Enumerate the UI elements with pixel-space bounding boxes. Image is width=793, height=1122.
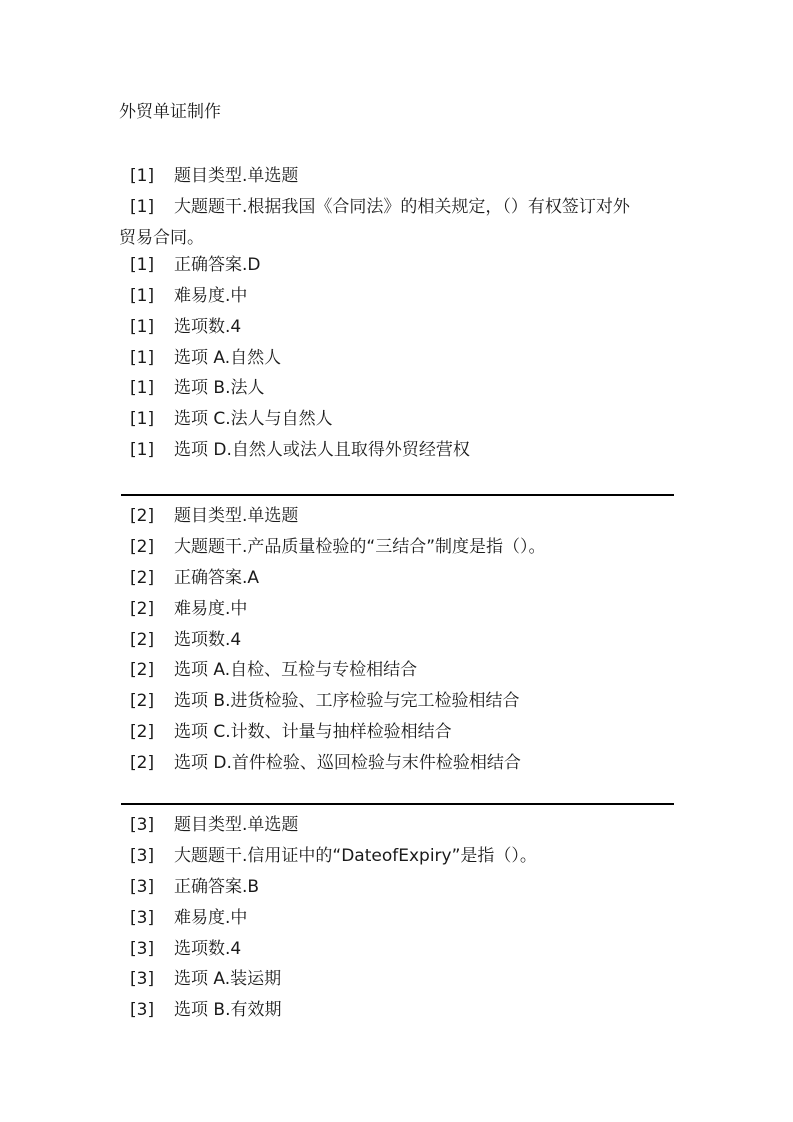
option-line: [119, 748, 674, 779]
question-type: 题目类型.单选题: [174, 166, 299, 186]
difficulty-line: [119, 281, 674, 312]
question-number: [2]: [130, 536, 155, 557]
option-count: 选项数.4: [174, 938, 242, 959]
answer-line: [119, 872, 674, 903]
question-type-line: [119, 161, 674, 192]
option-line: [119, 655, 674, 686]
option-d: 选项 D.自然人或法人且取得外贸经营权: [174, 440, 470, 461]
question-stem-line: [119, 532, 674, 563]
option-count-line: [119, 312, 674, 343]
question-number: [2]: [130, 691, 155, 712]
option-line: [119, 964, 674, 995]
option-a: 选项 A.装运期: [174, 969, 282, 990]
question-number: [1]: [130, 347, 155, 368]
document-title: 外贸单证制作: [119, 102, 221, 122]
difficulty-line: [119, 594, 674, 625]
question-number: [1]: [130, 166, 155, 186]
question-block-1: [119, 161, 674, 466]
question-number: [3]: [130, 969, 155, 990]
option-c: 选项 C.计数、计量与抽样检验相结合: [174, 722, 452, 743]
option-count: 选项数.4: [174, 629, 242, 650]
section-divider: [121, 494, 674, 496]
option-a: 选项 A.自检、互检与专检相结合: [174, 660, 418, 681]
option-c: 选项 C.法人与自然人: [174, 409, 333, 430]
option-b: 选项 B.有效期: [174, 1000, 282, 1021]
correct-answer: 正确答案.B: [174, 876, 260, 897]
difficulty: 难易度.中: [174, 598, 248, 619]
question-number: [3]: [130, 876, 155, 897]
question-type-line: [119, 810, 674, 841]
option-line: [119, 995, 674, 1026]
question-stem: 大题题干.产品质量检验的“三结合”制度是指（）。: [174, 536, 546, 557]
question-number: [3]: [130, 907, 155, 928]
question-number: [1]: [130, 254, 155, 275]
question-number: [2]: [130, 629, 155, 650]
option-line: [119, 435, 674, 466]
question-block-2: [119, 501, 674, 779]
answer-line: [119, 563, 674, 594]
question-number: [1]: [130, 378, 155, 399]
difficulty-line: [119, 903, 674, 934]
answer-line: [119, 250, 674, 281]
question-number: [3]: [130, 938, 155, 959]
question-number: [3]: [130, 815, 155, 835]
question-number: [2]: [130, 567, 155, 588]
question-type: 题目类型.单选题: [174, 506, 299, 526]
option-line: [119, 343, 674, 374]
question-number: [1]: [130, 440, 155, 461]
question-number: [1]: [130, 409, 155, 430]
option-count-line: [119, 934, 674, 965]
question-number: [1]: [130, 285, 155, 306]
option-count-line: [119, 625, 674, 656]
correct-answer: 正确答案.D: [174, 254, 261, 275]
option-b: 选项 B.进货检验、工序检验与完工检验相结合: [174, 691, 520, 712]
question-stem-line: [119, 841, 674, 872]
question-type-line: [119, 501, 674, 532]
option-d: 选项 D.首件检验、巡回检验与末件检验相结合: [174, 753, 521, 774]
option-count: 选项数.4: [174, 316, 242, 337]
question-stem: 大题题干.根据我国《合同法》的相关规定，（）有权签订对外: [174, 196, 630, 217]
question-number: [2]: [130, 506, 155, 526]
question-block-3: [119, 810, 674, 1026]
question-number: [3]: [130, 1000, 155, 1021]
question-stem-line: [119, 192, 674, 250]
question-number: [2]: [130, 753, 155, 774]
correct-answer: 正确答案.A: [174, 567, 260, 588]
option-line: [119, 717, 674, 748]
option-line: [119, 373, 674, 404]
difficulty: 难易度.中: [174, 285, 248, 306]
option-line: [119, 686, 674, 717]
option-a: 选项 A.自然人: [174, 347, 282, 368]
option-b: 选项 B.法人: [174, 378, 265, 399]
question-number: [2]: [130, 660, 155, 681]
question-number: [2]: [130, 598, 155, 619]
section-divider: [121, 803, 674, 805]
question-stem: 大题题干.信用证中的“DateofExpiry”是指（）。: [174, 845, 537, 866]
difficulty: 难易度.中: [174, 907, 248, 928]
question-number: [3]: [130, 845, 155, 866]
question-number: [2]: [130, 722, 155, 743]
question-number: [1]: [130, 316, 155, 337]
question-stem-continuation: 贸易合同。: [119, 227, 204, 248]
question-type: 题目类型.单选题: [174, 815, 299, 835]
question-number: [1]: [130, 196, 155, 217]
option-line: [119, 404, 674, 435]
